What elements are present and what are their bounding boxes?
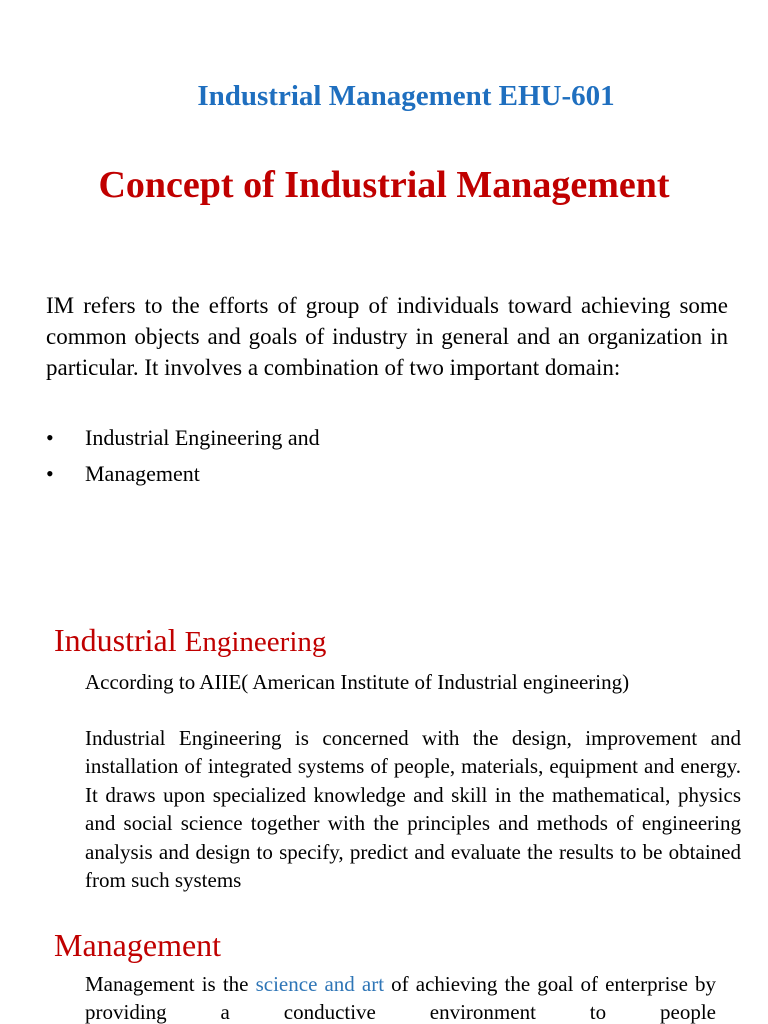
intro-paragraph: IM refers to the efforts of group of individuals toward achieving some common objects and goals of industry in general and an organization in particular. It involves a combination of two important domain:	[46, 293, 728, 380]
bullet-item-management	[46, 456, 320, 492]
bullet-icon: •	[46, 425, 54, 450]
definition-text-before: Management is the	[85, 972, 256, 996]
definition-text-after: of achieving the goal of enterprise by providing a conductive environment to people	[85, 972, 716, 1024]
slide-title: Concept of Industrial Management	[98, 164, 670, 206]
management-heading: Management	[54, 927, 222, 963]
aiie-source-line: According to AIIE( American Institute of Industrial engineering)	[85, 670, 630, 694]
bullet-item-industrial-engineering	[46, 420, 320, 456]
heading-sub-word: Engineering	[184, 626, 327, 658]
bullet-label: Industrial Engineering and	[85, 425, 320, 450]
management-definition	[85, 970, 716, 1024]
bullet-icon: •	[46, 461, 54, 486]
course-title: Industrial Management EHU-601	[197, 80, 615, 112]
industrial-engineering-heading	[54, 620, 326, 662]
industrial-engineering-definition: Industrial Engineering is concerned with the design, improvement and installation of integrated systems of people, materials, equipment and energy. It draws upon specialized knowledge and skill in the mathematical, physics and social science together with the principles and methods of engineering analysis and design to specify, predict and evaluate the results to be obtained from such systems	[85, 726, 741, 893]
bullet-label: Management	[85, 461, 200, 486]
definition-highlight: science and art	[255, 972, 385, 996]
heading-main-word: Industrial	[54, 622, 177, 658]
domain-bullet-list	[46, 420, 320, 492]
